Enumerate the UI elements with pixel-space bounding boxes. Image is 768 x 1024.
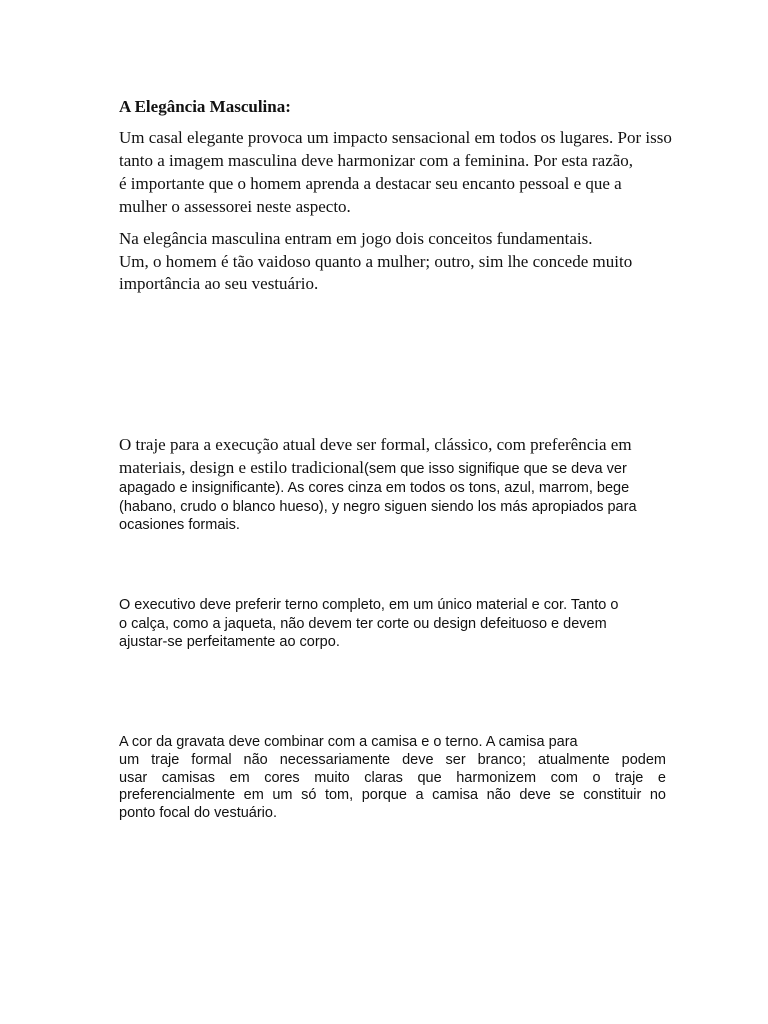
paragraph-intro — [119, 126, 672, 218]
paragraph-line: O traje para a execução atual deve ser formal, clássico, com preferência em — [119, 435, 632, 454]
paragraph-line: importância ao seu vestuário. — [119, 274, 319, 293]
paragraph-line: é importante que o homem aprenda a destacar seu encanto pessoal e que a — [119, 174, 622, 193]
paragraph-line: ponto focal do vestuário. — [119, 805, 277, 822]
paragraph-segment-sans: (sem que isso signifique que se deva ver — [364, 461, 627, 477]
paragraph-line: Um casal elegante provoca um impacto sensacional em todos os lugares. Por isso — [119, 128, 672, 147]
paragraph-line: Na elegância masculina entram em jogo dois conceitos fundamentais. — [119, 229, 593, 248]
paragraph-tie-shirt — [119, 734, 666, 823]
paragraph-line: mulher o assessorei neste aspecto. — [119, 197, 351, 216]
paragraph-line: ocasiones formais. — [119, 517, 240, 533]
paragraph-attire — [119, 433, 637, 535]
paragraph-line: (habano, crudo o blanco hueso), y negro siguen siendo los más apropiados para — [119, 498, 637, 515]
paragraph-line: o calça, como a jaqueta, não devem ter corte ou design defeituoso e devem — [119, 615, 607, 632]
paragraph-line: tanto a imagem masculina deve harmonizar com a feminina. Por esta razão, — [119, 151, 634, 170]
paragraph-line-mixed — [119, 456, 637, 479]
paragraph-line: preferencialmente em um só tom, porque a camisa não deve se constituir no — [119, 787, 666, 804]
paragraph-line: O executivo deve preferir terno completo, em um único material e cor. Tanto o — [119, 597, 619, 613]
paragraph-line: usar camisas em cores muito claras que harmonizem com o traje e — [119, 769, 666, 786]
paragraph-line: Um, o homem é tão vaidoso quanto a mulher; outro, sim lhe concede muito — [119, 251, 633, 271]
document-title: A Elegância Masculina: — [119, 97, 291, 116]
paragraph-segment-serif: materiais, design e estilo tradicional — [119, 458, 365, 477]
paragraph-line: A cor da gravata deve combinar com a camisa e o terno. A camisa para — [119, 734, 578, 750]
paragraph-concepts — [119, 228, 632, 296]
paragraph-line: um traje formal não necessariamente deve ser branco; atualmente podem — [119, 751, 666, 768]
paragraph-line: ajustar-se perfeitamente ao corpo. — [119, 634, 340, 650]
paragraph-executive — [119, 596, 618, 652]
paragraph-line: apagado e insignificante). As cores cinza em todos os tons, azul, marrom, bege — [119, 480, 630, 496]
